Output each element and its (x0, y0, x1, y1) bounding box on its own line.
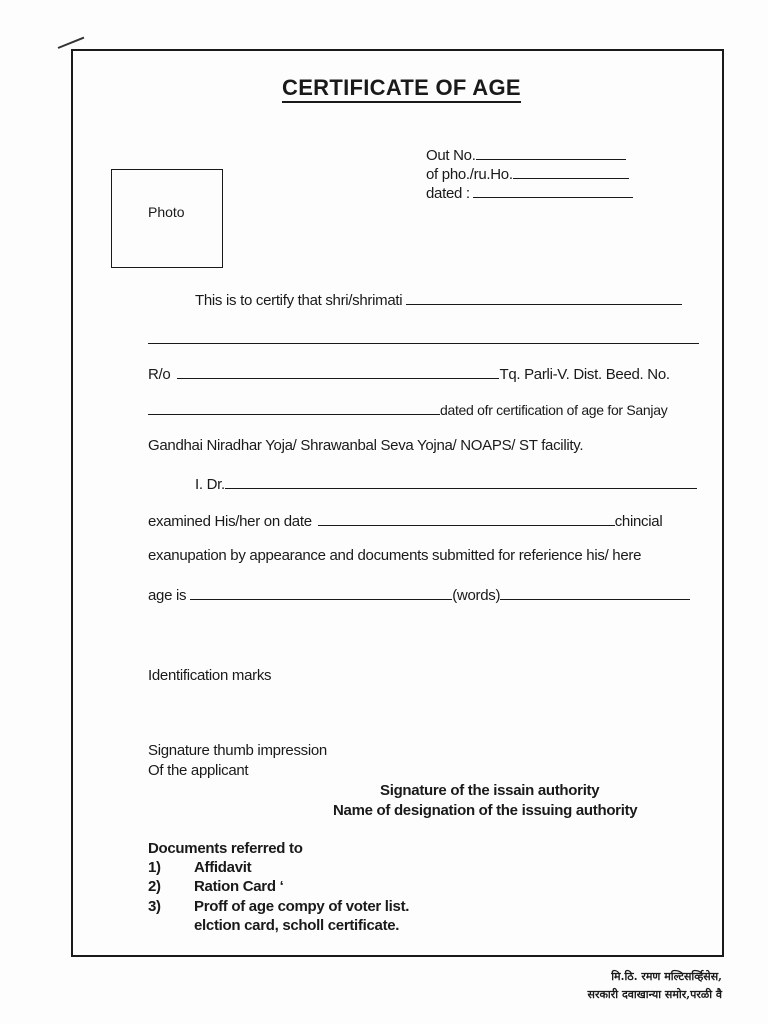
office-label: of pho./ru.Ho. (426, 166, 513, 183)
name-blank[interactable] (406, 290, 682, 305)
document-text: Ration Card ‘ (194, 878, 284, 895)
doctor-row (195, 474, 697, 493)
footer-stamp (588, 968, 722, 1004)
certify-row (195, 290, 682, 309)
words-blank[interactable] (500, 585, 690, 600)
documents-heading: Documents referred to (148, 840, 303, 857)
signature-thumb-label: Signature thumb impression (148, 742, 327, 759)
dated-row (426, 183, 633, 202)
out-no-label: Out No. (426, 147, 476, 164)
residence-row (148, 364, 670, 383)
certify-text: This is to certify that shri/shrimati (195, 292, 403, 309)
clinical-text: chincial (614, 513, 663, 530)
dated-label: dated : (426, 185, 470, 202)
document-number: 2) (148, 878, 161, 895)
document-continuation: elction card, scholl certificate. (194, 917, 400, 934)
document-item (148, 878, 283, 895)
identification-label: Identification marks (148, 667, 272, 684)
document-number: 3) (148, 898, 161, 915)
exam-line-text: exanupation by appearance and documents submitted for referience his/ here (148, 547, 642, 564)
footer-line-2: सरकारी दवाखान्या समोर,परळी वै (587, 988, 722, 1001)
residence-blank[interactable] (177, 364, 499, 379)
age-blank[interactable] (190, 585, 452, 600)
exam-date-blank[interactable] (318, 511, 615, 526)
name-authority-label: Name of designation of the issuing authority (333, 802, 638, 819)
corner-mark (58, 37, 85, 49)
dated-for-row (148, 400, 667, 418)
age-row (148, 585, 690, 604)
schemes-text: Gandhai Niradhar Yoja/ Shrawanbal Seva Yojna/ NOAPS/ ST facility. (148, 437, 584, 454)
examined-row (148, 511, 662, 530)
office-row (426, 164, 629, 183)
dated-for-text: dated ofr certification of age for Sanjay (440, 402, 668, 418)
document-number: 1) (148, 859, 161, 876)
out-no-blank[interactable] (476, 145, 626, 160)
words-label: (words) (452, 587, 501, 604)
age-label: age is (148, 587, 187, 604)
footer-line-1: मि.ठि. रमण मल्टिसर्व्हिसेस, (611, 970, 722, 983)
document-item (148, 859, 251, 876)
name-continuation-line[interactable] (148, 343, 699, 344)
doctor-blank[interactable] (225, 474, 697, 489)
dated-blank[interactable] (473, 183, 633, 198)
examined-text: examined His/her on date (148, 513, 312, 530)
taluka-text: Tq. Parli-V. Dist. Beed. No. (499, 366, 670, 383)
photo-box (111, 169, 223, 268)
document-text: Proff of age compy of voter list. (194, 898, 410, 915)
certificate-title: CERTIFICATE OF AGE (282, 75, 521, 103)
sign-authority-label: Signature of the issain authority (380, 782, 600, 799)
photo-label: Photo (148, 204, 185, 220)
out-no-row (426, 145, 626, 164)
ro-label: R/o (148, 366, 171, 383)
office-blank[interactable] (513, 164, 629, 179)
document-item (148, 898, 409, 915)
doctor-label: I. Dr. (195, 476, 225, 493)
number-blank[interactable] (148, 400, 440, 415)
of-applicant-label: Of the applicant (148, 762, 249, 779)
document-text: Affidavit (194, 859, 252, 876)
